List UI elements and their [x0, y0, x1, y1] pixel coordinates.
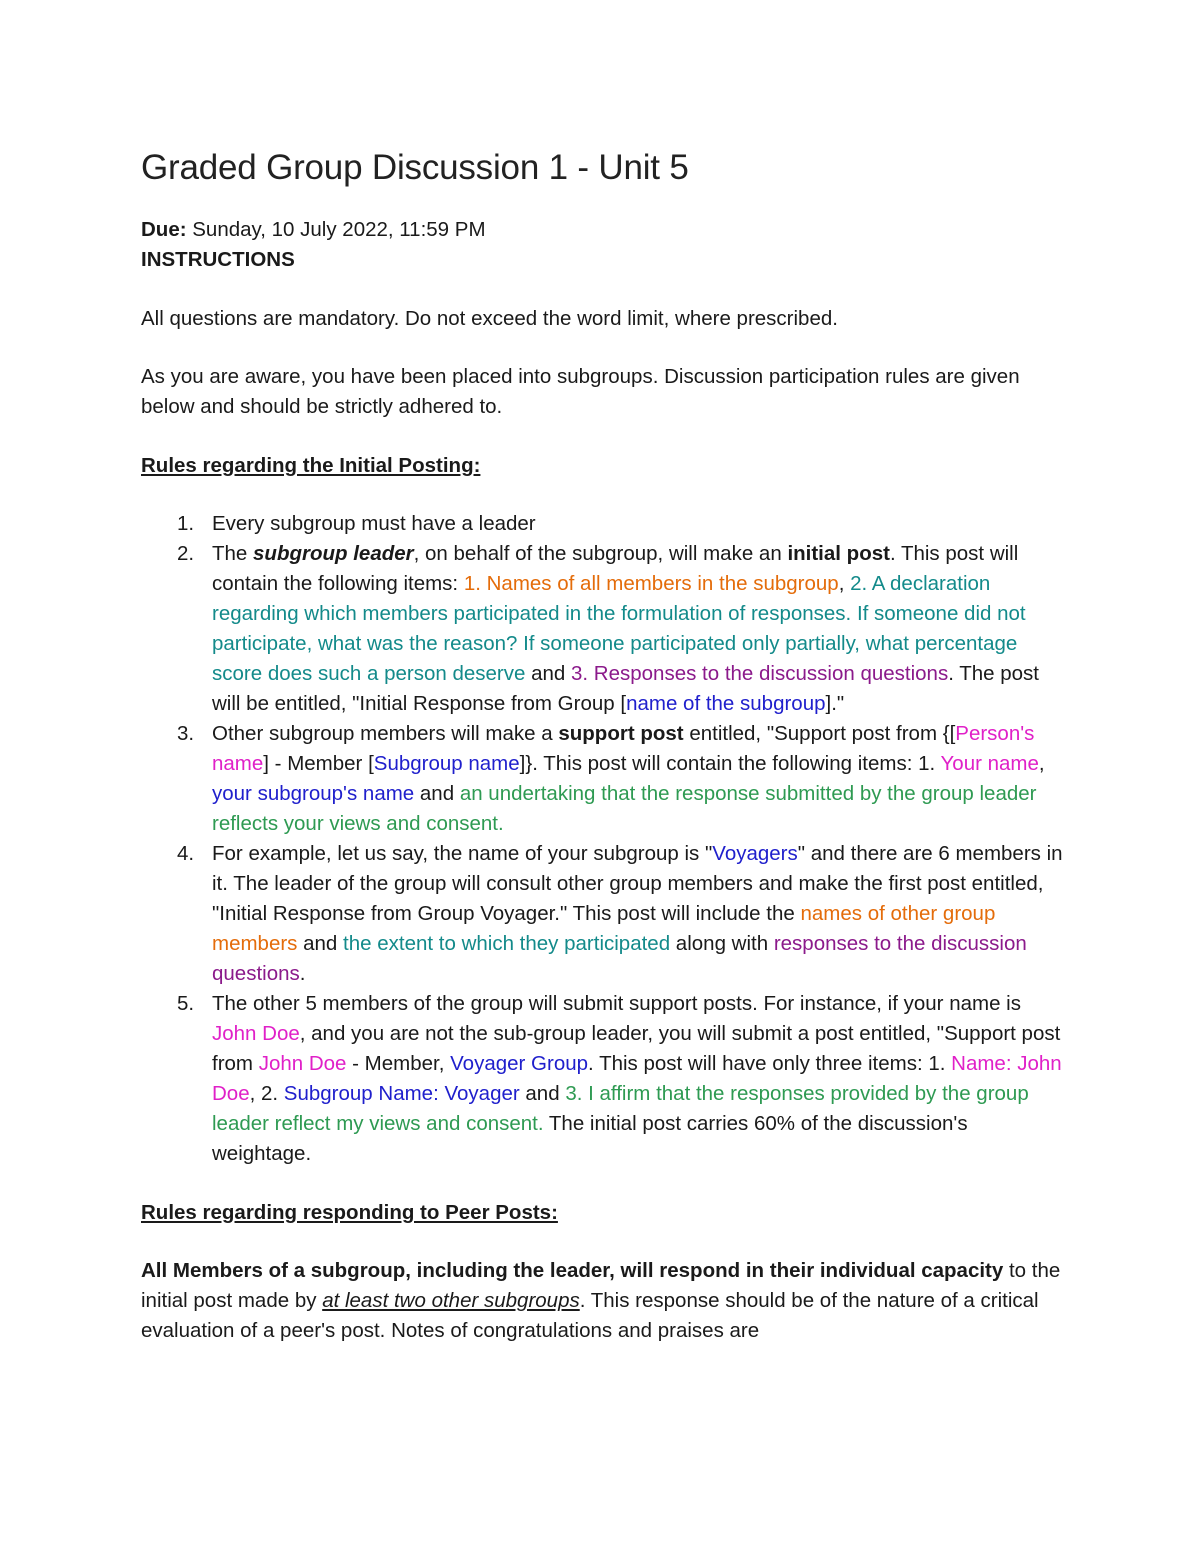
highlight-blue: Voyagers	[712, 842, 798, 865]
item-text: - Member,	[346, 1052, 451, 1075]
highlight-magenta: Name: John Doe	[212, 1052, 1062, 1105]
item-text-emphasis: subgroup leader	[253, 542, 414, 565]
item-text: , and you are not the sub-group leader, you will submit a post entitled, "Support post from	[212, 1022, 1061, 1075]
highlight-green: an undertaking that the response submitted by the group leader reflects your views and consent.	[212, 782, 1037, 835]
item-text: Every subgroup must have a leader	[212, 512, 536, 535]
list-number: 2.	[177, 542, 195, 565]
highlight-green: 3. I affirm that the responses provided by the group leader reflect my views and consent.	[212, 1082, 1029, 1135]
item-text: and	[519, 1082, 566, 1105]
item-text: Other subgroup members will make a	[212, 722, 559, 745]
highlight-blue: Subgroup name	[373, 752, 520, 775]
item-text: . This post will have only three items: 1.	[588, 1052, 952, 1075]
highlight-blue: Subgroup Name: Voyager	[283, 1082, 520, 1105]
due-date: Sunday, 10 July 2022, 11:59 PM	[186, 218, 486, 241]
list-number: 1.	[177, 512, 195, 535]
paragraph-mandatory: All questions are mandatory. Do not exceed the word limit, where prescribed.	[141, 307, 838, 330]
item-text: The	[212, 542, 254, 565]
item-text: . This post will contain the following items:	[212, 542, 1019, 595]
item-text: The initial post carries 60% of the discussion's weightage.	[212, 1112, 968, 1165]
list-item	[141, 539, 1071, 719]
peer-text-emphasis: at least two other subgroups	[322, 1289, 580, 1312]
highlight-magenta: Person's name	[212, 722, 1035, 775]
instructions-heading: INSTRUCTIONS	[141, 248, 295, 271]
item-text: along with	[670, 932, 774, 955]
highlight-teal: 2. A declaration regarding which members participated in the formulation of responses. If someone did not participate, what was the reason? If someone participated only partially, what percentage score does such a person deserve	[212, 572, 1026, 685]
item-text: and	[525, 662, 571, 685]
section-heading-initial-posting: Rules regarding the Initial Posting:	[141, 454, 481, 477]
peer-text-bold: All Members of a subgroup, including the leader, will respond in their individual capacity	[141, 1259, 1004, 1282]
document-body	[141, 148, 1071, 1346]
item-text: , on behalf of the subgroup, will make an	[413, 542, 788, 565]
item-text: ]}. This post will contain the following items: 1.	[519, 752, 941, 775]
list-number: 4.	[177, 842, 195, 865]
peer-text: to the initial post made by	[141, 1259, 1061, 1312]
item-text: , 2.	[249, 1082, 284, 1105]
highlight-blue: Voyager Group	[450, 1052, 589, 1075]
rules-list	[141, 509, 1071, 1169]
paragraph-peer-response	[141, 1256, 1071, 1346]
highlight-magenta: John Doe	[212, 1022, 300, 1045]
page-title: Graded Group Discussion 1 - Unit 5	[141, 148, 689, 187]
highlight-orange: 1. Names of all members in the subgroup	[463, 572, 839, 595]
list-item	[141, 839, 1071, 989]
list-item	[141, 719, 1071, 839]
highlight-magenta: Your name	[940, 752, 1039, 775]
section-heading-peer-posts: Rules regarding responding to Peer Posts:	[141, 1201, 558, 1224]
peer-text: . This response should be of the nature of a critical evaluation of a peer's post. Notes of congratulations and praises are	[141, 1289, 1039, 1342]
paragraph-subgroups: As you are aware, you have been placed into subgroups. Discussion participation rules are given below and should be strictly adhered to.	[141, 365, 1020, 418]
highlight-orange: names of other group members	[212, 902, 996, 955]
item-text: and	[414, 782, 460, 805]
highlight-purple: responses to the discussion questions	[212, 932, 1027, 985]
item-text: ,	[1038, 752, 1045, 775]
highlight-teal: the extent to which they participated	[343, 932, 671, 955]
item-text: The other 5 members of the group will submit support posts. For instance, if your name is	[212, 992, 1021, 1015]
highlight-purple: 3. Responses to the discussion questions	[571, 662, 949, 685]
item-text: entitled, "Support post from {[	[683, 722, 956, 745]
item-text-bold: initial post	[787, 542, 890, 565]
list-number: 3.	[177, 722, 195, 745]
due-label: Due:	[141, 218, 187, 241]
item-text-bold: support post	[558, 722, 684, 745]
item-text: and	[297, 932, 344, 955]
item-text: .	[299, 962, 306, 985]
item-text: ]."	[825, 692, 845, 715]
highlight-blue: your subgroup's name	[212, 782, 415, 805]
due-line	[141, 215, 1071, 245]
highlight-blue: name of the subgroup	[626, 692, 826, 715]
list-item	[141, 509, 1071, 539]
highlight-magenta: John Doe	[258, 1052, 347, 1075]
item-text: For example, let us say, the name of your subgroup is "	[212, 842, 713, 865]
item-text: . The post will be entitled, "Initial Response from Group [	[212, 662, 1039, 715]
list-number: 5.	[177, 992, 195, 1015]
list-item	[141, 989, 1071, 1169]
item-text: " and there are 6 members in it. The leader of the group will consult other group members and make the first post entitled, "Initial Response from Group Voyager." This post will include the	[212, 842, 1063, 925]
item-text: ] - Member [	[263, 752, 374, 775]
item-text: ,	[838, 572, 851, 595]
